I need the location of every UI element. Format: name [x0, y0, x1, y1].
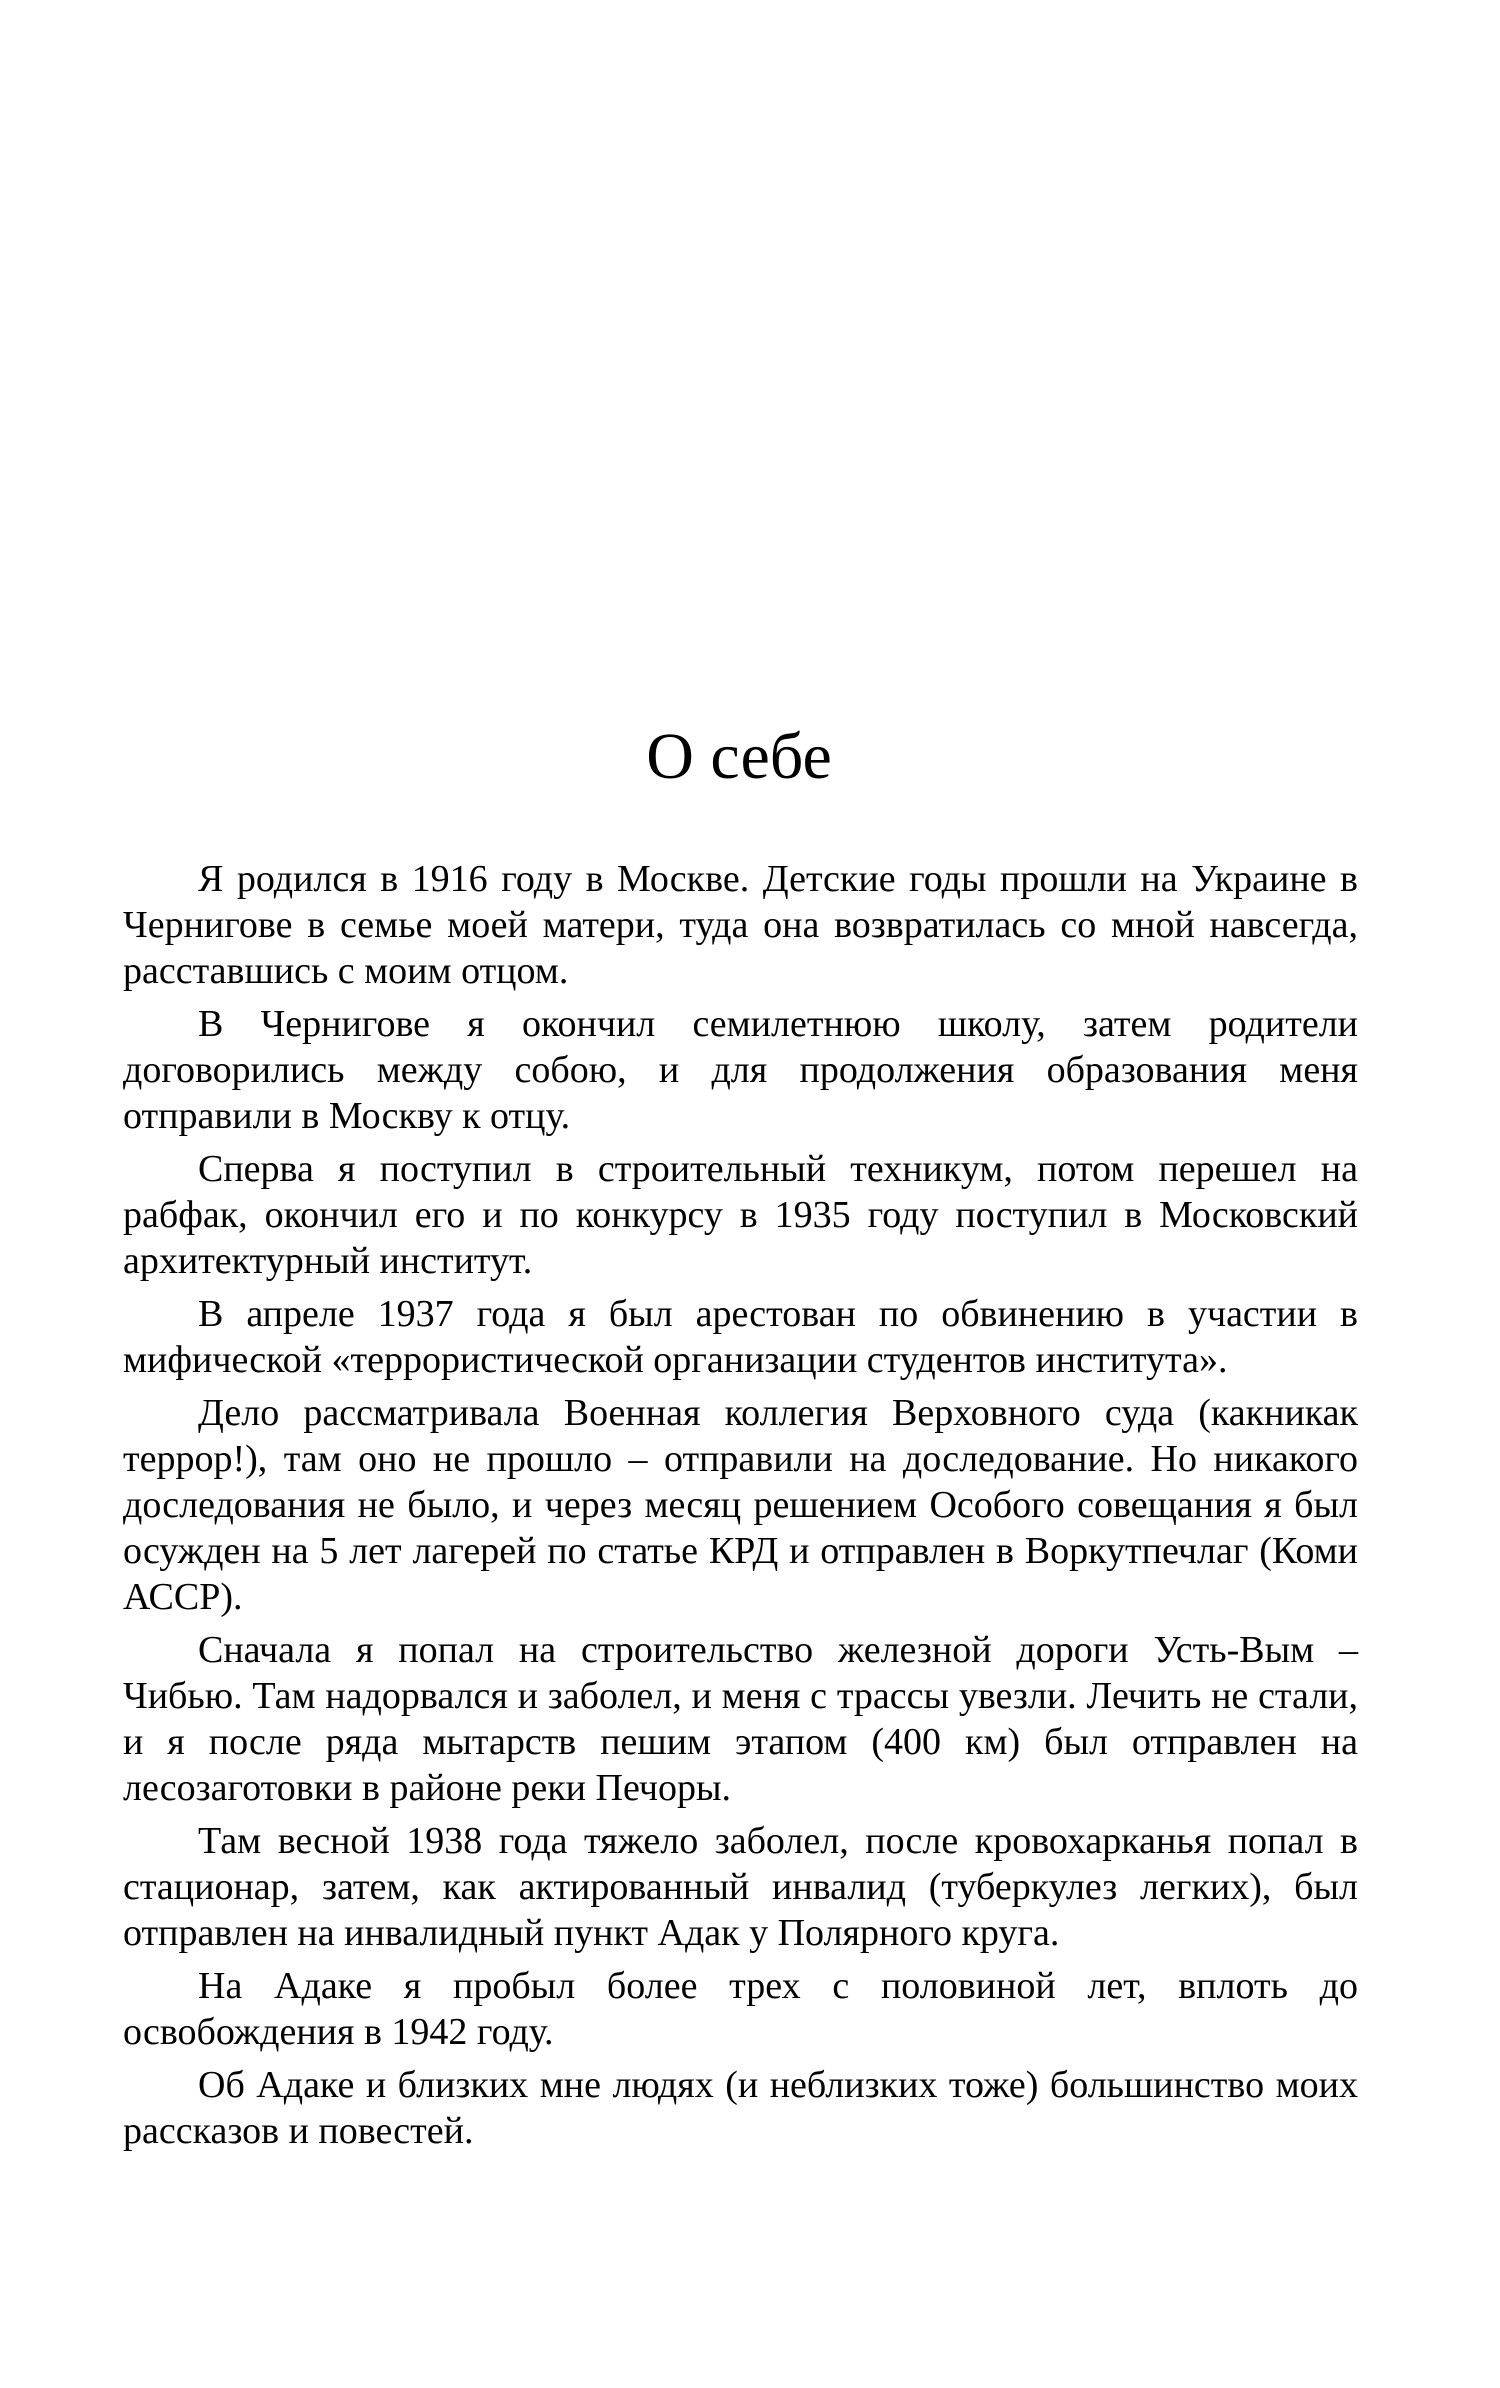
paragraph: Там весной 1938 года тяжело заболел, после кровохарканья попал в стационар, затем, как актированный инвалид (туберкулез легких), был отправлен на инвалидный пункт Адак у Полярного круга.: [123, 1820, 1358, 1954]
paragraph: На Адаке я пробыл более трех с половиной лет, вплоть до освобождения в 1942 году.: [123, 1965, 1358, 2053]
paragraph: Сначала я попал на строительство железной дороги Усть-Вым – Чибью. Там надорвался и заболел, и меня с трассы увезли. Лечить не стали, и я после ряда мытарств пешим этапом (400 км) был отправлен на лесозаготовки в районе реки Печоры.: [123, 1629, 1358, 1809]
paragraph: Сперва я поступил в строительный техникум, потом перешел на рабфак, окончил его и по конкурсу в 1935 году поступил в Московский архитектурный институт.: [123, 1148, 1358, 1282]
paragraph: Я родился в 1916 году в Москве. Детские годы прошли на Украине в Чернигове в семье моей матери, туда она возвратилась со мной навсегда, расставшись с моим отцом.: [123, 858, 1358, 992]
paragraph: Об Адаке и близких мне людях (и неблизких тоже) большинство моих рассказов и повестей.: [123, 2064, 1358, 2152]
chapter-title: О себе: [646, 720, 832, 793]
paragraph: В Чернигове я окончил семилетнюю школу, затем родители договорились между собою, и для продолжения образования меня отправили в Москву к отцу.: [123, 1003, 1358, 1137]
paragraph: В апреле 1937 года я был арестован по обвинению в участии в мифической «террористической организации студентов института».: [123, 1293, 1358, 1381]
paragraph: Дело рассматривала Военная коллегия Верховного суда (какникак террор!), там оно не прошло – отправили на доследование. Но никакого доследования не было, и через месяц решением Особого совещания я был осужден на 5 лет лагерей по статье КРД и отправлен в Воркутпечлаг (Коми АССР).: [123, 1392, 1358, 1618]
chapter-body: [123, 856, 1358, 2154]
